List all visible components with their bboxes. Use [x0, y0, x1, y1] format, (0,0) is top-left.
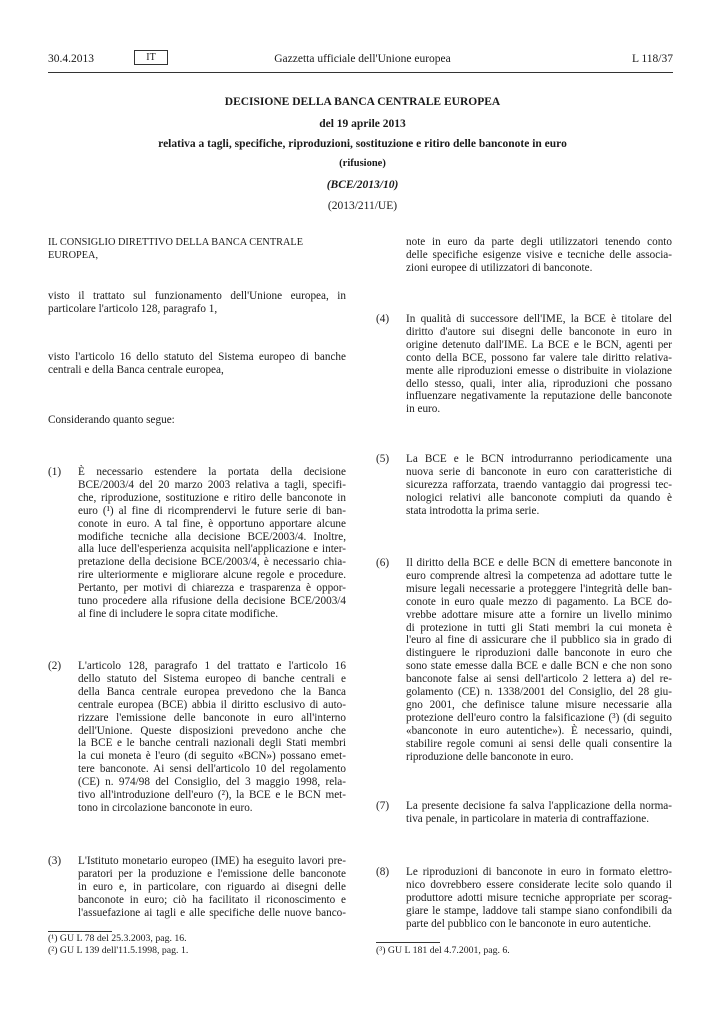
document-recast: (rifusione) — [339, 158, 386, 169]
recital-number: (7) — [376, 800, 390, 812]
recital-number: (1) — [48, 466, 62, 478]
recital-5: La BCE e le BCN introdurranno periodicamente una nuova serie di banconote in euro con caratteristiche di sicurezza rafforzata, traendo vantaggio dai progressi tec- nologici relativi alle banconote compiuti da quando è stata introdotta la prima serie. — [406, 453, 672, 517]
footnote-3: (³) GU L 181 del 4.7.2001, pag. 6. — [376, 945, 510, 956]
recital-number: (6) — [376, 557, 390, 569]
considering-intro: Considerando quanto segue: — [48, 414, 175, 426]
footnote-1: (¹) GU L 78 del 25.3.2003, pag. 16. — [48, 933, 187, 944]
document-number: (2013/211/UE) — [327, 200, 398, 212]
document-reference: (BCE/2013/10) — [326, 179, 399, 191]
footnote-rule — [376, 942, 440, 943]
language-code-box: IT — [134, 50, 168, 65]
citation-statute: visto l'articolo 16 dello statuto del Sistema europeo di banche centrali e della Banca centrale europea, — [48, 351, 346, 376]
recital-8: Le riproduzioni di banconote in euro in formato elettro- nico dovrebbero essere considerate lecite solo quando il produttore adotti misure tecniche appropriate per scorag- giare le stampe, laddove tali stampe siano confondibili da parte del pubblico con le banconote in euro autentiche. — [406, 866, 672, 930]
document-subject: relativa a tagli, specifiche, riproduzioni, sostituzione e ritiro delle banconote in euro — [158, 138, 567, 150]
recital-3: L'Istituto monetario europeo (IME) ha eseguito lavori pre- paratori per la produzione e l'emissione delle banconote in euro e, in particolare, con riguardo ai disegni delle banconote in euro; ciò ha facilitato il riconoscimento e l'assuefazione ai tagli e alle specifiche delle nuove banco- — [78, 855, 346, 919]
footnote-2: (²) GU L 139 dell'11.5.1998, pag. 1. — [48, 945, 189, 956]
footnote-rule — [48, 931, 112, 932]
page-reference: L 118/37 — [632, 53, 673, 65]
recital-2: L'articolo 128, paragrafo 1 del trattato e l'articolo 16 dello statuto del Sistema europeo di banche centrali e della Banca centrale europea prevedono che la Banca centrale europea (BCE) abbia il diritto esclusivo di auto- rizzare l'emissione delle banconote in euro all'interno dell'Unione. Queste disposizioni prevedono anche che la BCE e le banche centrali nazionali degli Stati membri la cui moneta è l'euro (di seguito «BCN») possano emet- tere banconote. Ai sensi dell'articolo 10 del regolamento (CE) n. 974/98 del Consiglio, del 3 maggio 1998, rela- tivo all'introduzione dell'euro (²), la BCE e le BCN met- tono in circolazione banconote in euro. — [78, 660, 346, 814]
citation-treaty: visto il trattato sul funzionamento dell'Unione europea, in particolare l'articolo 128, paragrafo 1, — [48, 290, 346, 315]
header-rule — [48, 72, 673, 73]
journal-name: Gazzetta ufficiale dell'Unione europea — [274, 53, 451, 65]
recital-number: (5) — [376, 453, 390, 465]
recital-number: (2) — [48, 660, 62, 672]
council-intro: IL CONSIGLIO DIRETTIVO DELLA BANCA CENTRALE EUROPEA, — [48, 237, 304, 261]
recital-4: In qualità di successore dell'IME, la BCE è titolare del diritto d'autore sui disegni delle banconote in euro in origine detenuto dall'IME. La BCE e le BCN, agenti per conto della BCE, possono far valere tale diritto relativa- mente alle riproduzioni emesse o distribuite in violazione dello stesso, quali, inter alia, riproduzioni che possano influenzare negativamente la reputazione delle banconote in euro. — [406, 313, 672, 416]
recital-7: La presente decisione fa salva l'applicazione della norma- tiva penale, in particolare in materia di contraffazione. — [406, 800, 672, 825]
recital-number: (3) — [48, 855, 62, 867]
publication-date: 30.4.2013 — [48, 53, 94, 65]
document-date: del 19 aprile 2013 — [319, 118, 406, 130]
recital-number: (8) — [376, 866, 390, 878]
recital-3-continued: note in euro da parte degli utilizzatori tenendo conto delle specifiche esigenze visive e tecniche delle associa- zioni europee di utilizzatori di banconote. — [406, 236, 672, 274]
recital-1: È necessario estendere la portata della decisione BCE/2003/4 del 20 marzo 2003 relativa a tagli, specifi- che, riproduzione, sostituzione e ritiro delle banconote in euro (¹) al fine di ricomprendervi le future serie di ban- conote in euro. A tal fine, è opportuno apportare alcune modifiche tecniche alla decisione BCE/2003/4. Inoltre, alla luce dell'esperienza acquisita nell'applicazione e inter- pretazione della decisione BCE/2003/4, è necessario chia- rire ulteriormente e migliorare alcune regole e procedure. Pertanto, per motivi di chiarezza e trasparenza è oppor- tuno procedere alla rifusione della decisione BCE/2003/4 al fine di includere le sopra citate modifiche. — [78, 466, 346, 620]
recital-6: Il diritto della BCE e delle BCN di emettere banconote in euro comprende altresì la competenza ad adottare tutte le misure legali necessarie a proteggere l'integrità delle ban- conote in euro quale mezzo di pagamento. La BCE do- vrebbe adottare misure atte a fornire un livello minimo di protezione in tutti gli Stati membri la cui moneta è l'euro al fine di assicurare che il pubblico sia in grado di distinguere le riproduzioni dalle banconote in euro che sono state emesse dalla BCE e dalle BCN e che non sono banconote false ai sensi dell'articolo 2 lettera a) del re- golamento (CE) n. 1338/2001 del Consiglio, del 28 giu- gno 2001, che definisce talune misure necessarie alla protezione dell'euro contro la falsificazione (³) (di seguito «banconote in euro autentiche»). È necessario, quindi, stabilire regole comuni ai sensi delle quali consentire la riproduzione delle banconote in euro. — [406, 557, 672, 763]
recital-number: (4) — [376, 313, 390, 325]
document-title: DECISIONE DELLA BANCA CENTRALE EUROPEA — [224, 96, 501, 108]
